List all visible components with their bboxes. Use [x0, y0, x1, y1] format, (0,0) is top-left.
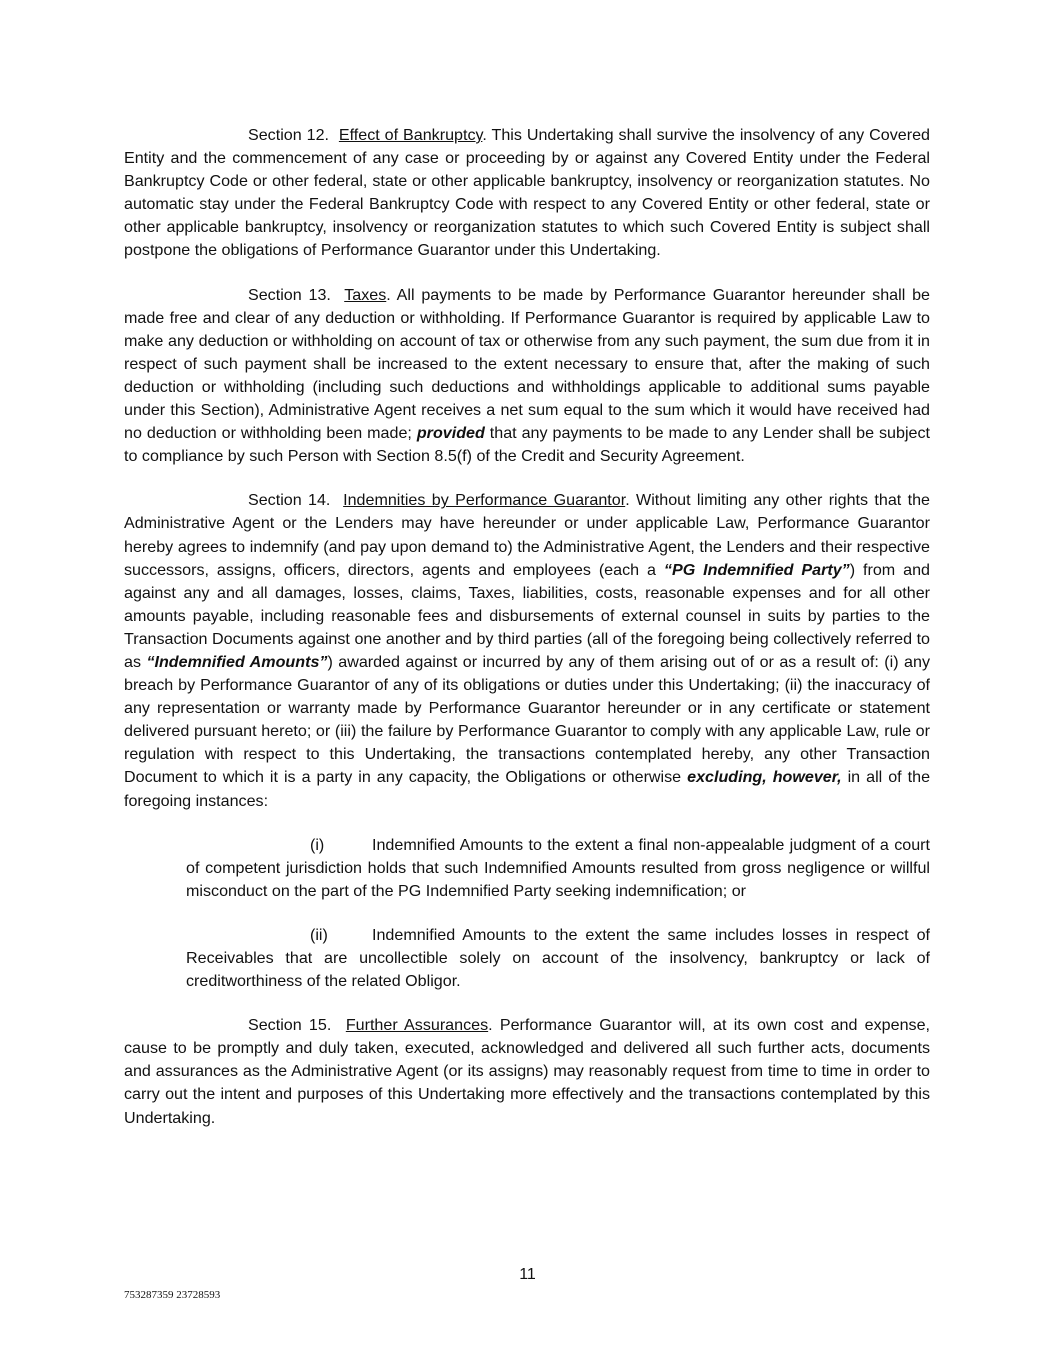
- section-14-term-pg-indemnified-party: “PG Indemnified Party”: [663, 560, 850, 579]
- section-14-text-2: ) from and against any and all damages, losses, claims, Taxes, liabilities, costs, reasonable expenses and for all other amounts payable, including reasonable fees and disbursements of external counsel in suits by parties to the Transaction Documents against one another and by third parties (all of the foregoing being collectively referred to as: [124, 560, 930, 671]
- section-13-text-2: that any payments to be made to any Lender shall be subject to compliance by such Person with Section 8.5(f) of the Credit and Security Agreement.: [124, 424, 930, 466]
- clause-i-number: (i): [310, 835, 325, 854]
- section-12: [124, 124, 930, 263]
- section-15-number: Section 15.: [248, 1016, 332, 1035]
- clause-ii-text: Indemnified Amounts to the extent the same includes losses in respect of Receivables that are uncollectible solely on account of the insolvency, bankruptcy or lack of creditworthiness of the related Obligor.: [186, 925, 930, 991]
- section-14-text-4: in all of the foregoing instances:: [124, 768, 931, 810]
- clause-i-text: Indemnified Amounts to the extent a final non-appealable judgment of a court of competent jurisdiction holds that such Indemnified Amounts resulted from gross negligence or willful misconduct on the part of the PG Indemnified Party seeking indemnification; or: [186, 835, 930, 900]
- section-14-text-1: . Without limiting any other rights that the Administrative Agent or the Lenders may have hereunder or under applicable Law, Performance Guarantor hereby agrees to indemnify (and pay upon demand to) the Administrative Agent, the Lenders and their respective successors, assigns, officers, directors, agents and employees (each a: [124, 491, 930, 579]
- section-13-provided: provided: [416, 424, 485, 443]
- section-14-number: Section 14.: [248, 491, 331, 510]
- section-14-title: Indemnities by Performance Guarantor: [343, 491, 626, 510]
- section-15: [124, 1014, 930, 1129]
- section-15-text: . Performance Guarantor will, at its own cost and expense, cause to be promptly and duly taken, executed, acknowledged and delivered all such further acts, documents and assurances as the Administrative Agent (or its assigns) may reasonably request from time to time in order to carry out the intent and purposes of this Undertaking more effectively and the transactions contemplated by this Undertaking.: [124, 1016, 930, 1127]
- section-13-text-1: . All payments to be made by Performance Guarantor hereunder shall be made free and clear of any deduction or withholding. If Performance Guarantor is required by applicable Law to make any deduction or withholding on account of tax or otherwise from any such payment, the sum due from it in respect of such payment shall be increased to the extent necessary to ensure that, after the making of such deduction or withholding (including such deductions and withholdings applicable to additional sums payable under this Section), Administrative Agent receives a net sum equal to the sum which it would have received had no deduction or withholding been made;: [124, 285, 930, 443]
- page-number: 11: [519, 1266, 536, 1283]
- section-13: [124, 284, 930, 469]
- section-12-text: . This Undertaking shall survive the insolvency of any Covered Entity and the commencement of any case or proceeding by or against any Covered Entity under the Federal Bankruptcy Code or other federal, state or other applicable bankruptcy, insolvency or reorganization statutes. No automatic stay under the Federal Bankruptcy Code with respect to any Covered Entity or other federal, state or other applicable bankruptcy, insolvency or reorganization statutes to which such Covered Entity is subject shall postpone the obligations of Performance Guarantor under this Undertaking.: [124, 126, 930, 260]
- section-15-title: Further Assurances: [345, 1016, 489, 1035]
- clause-ii-number: (ii): [310, 925, 328, 944]
- section-14-excluding: excluding, however,: [687, 768, 842, 787]
- document-id: 753287359 23728593: [124, 1289, 221, 1301]
- section-12-title: Effect of Bankruptcy: [338, 126, 483, 144]
- section-14-text-3: ) awarded against or incurred by any of them arising out of or as a result of: (i) any breach by Performance Guarantor of any of its obligations or duties under this Undertaking; (ii) the inaccuracy of any representation or warranty made by Performance Guarantor hereunder or in any certificate or statement delivered pursuant hereto; or (iii) the failure by Performance Guarantor to comply with any applicable Law, rule or regulation with respect to this Undertaking, the transactions contemplated hereby, any other Transaction Document to which it is a party in any capacity, the Obligations or otherwise: [124, 652, 930, 787]
- section-14: [124, 489, 930, 812]
- section-13-number: Section 13.: [248, 285, 331, 304]
- section-14-clause-i: [186, 834, 930, 903]
- section-12-number: Section 12.: [248, 126, 329, 144]
- section-14-term-indemnified-amounts: “Indemnified Amounts”: [146, 652, 328, 671]
- section-14-clause-ii: [186, 924, 930, 993]
- document-body: [124, 124, 930, 1151]
- section-13-title: Taxes: [344, 285, 387, 304]
